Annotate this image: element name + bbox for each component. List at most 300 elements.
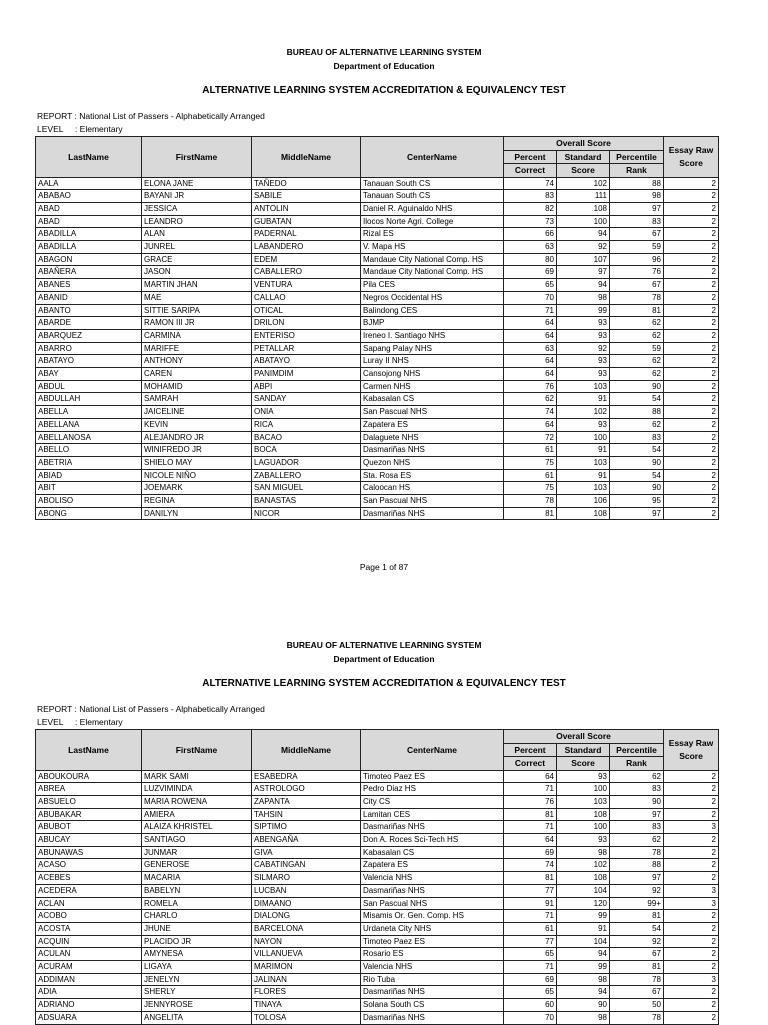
- cell-essay-score: 2: [664, 431, 719, 444]
- cell-essay-score: 2: [664, 266, 719, 279]
- cell-percentile-rank: 62: [610, 317, 664, 330]
- cell-lastname: ABELLO: [36, 444, 142, 457]
- table-row: [36, 253, 719, 266]
- cell-firstname: BABELYN: [142, 884, 252, 897]
- cell-lastname: ADSUARA: [36, 1011, 142, 1024]
- cell-firstname: SITTIE SARIPA: [142, 304, 252, 317]
- cell-lastname: ABAD: [36, 215, 142, 228]
- cell-essay-score: 2: [664, 342, 719, 355]
- cell-essay-score: 2: [664, 910, 719, 923]
- cell-essay-score: 2: [664, 304, 719, 317]
- cell-percent-correct: 74: [504, 406, 557, 419]
- cell-lastname: ABARDE: [36, 317, 142, 330]
- cell-percentile-rank: 88: [610, 859, 664, 872]
- cell-firstname: SAMRAH: [142, 393, 252, 406]
- cell-essay-score: 2: [664, 999, 719, 1012]
- cell-lastname: ABELLA: [36, 406, 142, 419]
- cell-centername: V. Mapa HS: [361, 241, 504, 254]
- cell-percent-correct: 83: [504, 190, 557, 203]
- cell-lastname: ACEBES: [36, 872, 142, 885]
- cell-percent-correct: 69: [504, 973, 557, 986]
- table-row: [36, 418, 719, 431]
- cell-percent-correct: 69: [504, 846, 557, 859]
- cell-middlename: SANDAY: [252, 393, 361, 406]
- cell-percent-correct: 61: [504, 469, 557, 482]
- cell-percentile-rank: 81: [610, 961, 664, 974]
- cell-centername: Dalaguete NHS: [361, 431, 504, 444]
- cell-firstname: NICOLE NIÑO: [142, 469, 252, 482]
- cell-centername: Dasmariñas NHS: [361, 444, 504, 457]
- cell-standard-score: 106: [557, 495, 610, 508]
- cell-percent-correct: 75: [504, 482, 557, 495]
- level-label: LEVEL : Elementary: [37, 124, 123, 134]
- bureau-heading: BUREAU OF ALTERNATIVE LEARNING SYSTEM: [286, 640, 482, 650]
- cell-middlename: ANTOLIN: [252, 202, 361, 215]
- cell-essay-score: 2: [664, 795, 719, 808]
- table-row: [36, 241, 719, 254]
- cell-essay-score: 2: [664, 834, 719, 847]
- cell-centername: Luray II NHS: [361, 355, 504, 368]
- report-title: ALTERNATIVE LEARNING SYSTEM ACCREDITATION & EQUIVALENCY TEST: [202, 85, 566, 96]
- cell-essay-score: 2: [664, 317, 719, 330]
- col-lastname: LastName: [36, 730, 142, 771]
- cell-centername: Carmen NHS: [361, 380, 504, 393]
- cell-firstname: RAMON III JR: [142, 317, 252, 330]
- cell-middlename: RICA: [252, 418, 361, 431]
- table-row: [36, 808, 719, 821]
- cell-centername: Timoteo Paez ES: [361, 770, 504, 783]
- cell-standard-score: 120: [557, 897, 610, 910]
- cell-percent-correct: 71: [504, 783, 557, 796]
- cell-standard-score: 93: [557, 834, 610, 847]
- cell-standard-score: 94: [557, 986, 610, 999]
- cell-lastname: ABUBOT: [36, 821, 142, 834]
- cell-essay-score: 2: [664, 1011, 719, 1024]
- cell-firstname: ALEJANDRO JR: [142, 431, 252, 444]
- table-row: [36, 393, 719, 406]
- cell-lastname: ABADILLA: [36, 228, 142, 241]
- cell-lastname: ACOSTA: [36, 922, 142, 935]
- cell-percentile-rank: 96: [610, 253, 664, 266]
- table-row: [36, 872, 719, 885]
- cell-firstname: CAREN: [142, 368, 252, 381]
- cell-firstname: REGINA: [142, 495, 252, 508]
- cell-essay-score: 2: [664, 355, 719, 368]
- cell-centername: Rio Tuba: [361, 973, 504, 986]
- cell-centername: Quezon NHS: [361, 456, 504, 469]
- report-title: ALTERNATIVE LEARNING SYSTEM ACCREDITATION & EQUIVALENCY TEST: [202, 678, 566, 689]
- cell-standard-score: 103: [557, 482, 610, 495]
- cell-firstname: AMYNESA: [142, 948, 252, 961]
- cell-standard-score: 98: [557, 973, 610, 986]
- cell-lastname: ADIA: [36, 986, 142, 999]
- cell-middlename: PANIMDIM: [252, 368, 361, 381]
- cell-percentile-rank: 62: [610, 770, 664, 783]
- cell-standard-score: 100: [557, 783, 610, 796]
- cell-centername: Valencia NHS: [361, 961, 504, 974]
- cell-standard-score: 108: [557, 507, 610, 520]
- cell-middlename: ZAPANTA: [252, 795, 361, 808]
- cell-firstname: JHUNE: [142, 922, 252, 935]
- cell-firstname: LUZVIMINDA: [142, 783, 252, 796]
- cell-middlename: PETALLAR: [252, 342, 361, 355]
- table-row: [36, 406, 719, 419]
- table-row: [36, 783, 719, 796]
- cell-percentile-rank: 97: [610, 872, 664, 885]
- cell-centername: Rosario ES: [361, 948, 504, 961]
- cell-lastname: ABUCAY: [36, 834, 142, 847]
- cell-lastname: ACQUIN: [36, 935, 142, 948]
- cell-percentile-rank: 67: [610, 228, 664, 241]
- cell-standard-score: 92: [557, 241, 610, 254]
- table-row: [36, 948, 719, 961]
- table-row: [36, 202, 719, 215]
- cell-middlename: GIVA: [252, 846, 361, 859]
- col-firstname: FirstName: [142, 730, 252, 771]
- cell-centername: Timoteo Paez ES: [361, 935, 504, 948]
- cell-firstname: JOEMARK: [142, 482, 252, 495]
- table-row: [36, 910, 719, 923]
- cell-standard-score: 94: [557, 228, 610, 241]
- cell-percent-correct: 71: [504, 910, 557, 923]
- cell-lastname: ABSUELO: [36, 795, 142, 808]
- cell-centername: Cansojong NHS: [361, 368, 504, 381]
- cell-standard-score: 100: [557, 821, 610, 834]
- passers-table: LastName FirstName MiddleName CenterName Overall Score Essay Raw Score Percent Standard Percentile Correct Score Rank AALA ELONA JANE TAÑEDO Tanauan South CS 74 102 88 2 ABABAO BAYANI JR SABILE Tanauan South CS 83 111 98 2 ABAD JESSICA ANTOLIN Daniel R. Aguinaldo NHS 82 108 97 2 ABAD LEANDRO GUBATAN Ilocos Norte Agri. College 73 100 83 2 ABADILLA ALAN PADERNAL Rizal ES 66 94 67 2 ABADILLA JUNREL LABANDERO V. Mapa HS 63 92 59 2 ABAGON GRACE EDEM Mandaue City National Comp. HS 80 107 96 2 ABAÑERA JASON CABALLERO Mandaue City National Comp. HS 69 97 76 2 ABANES MARTIN JHAN VENTURA Pila CES 65 94 67 2 ABANID MAE CALLAO Negros Occidental HS 70 98 78 2 ABANTO SITTIE SARIPA OTICAL Balindong CES 71 99 81 2 ABARDE RAMON III JR DRILON BJMP 64 93 62 2 ABARQUEZ CARMINA ENTERISO Ireneo I. Santiago NHS 64 93 62 2 ABARRO MARIFFE PETALLAR Sapang Palay NHS 63 92 59 2 ABATAYO ANTHONY ABATAYO Luray II NHS 64 93 62 2 ABAY CAREN PANIMDIM Cansojong NHS 64 93 62 2 ABDUL MOHAMID ABPI Carmen NHS 76 103 90 2 ABDULLAH SAMRAH SANDAY Kabasalan CS 62 91 54 2 ABELLA JAICELINE ONIA San Pascual NHS 74 102 88 2 ABELLANA KEVIN RICA Zapatera ES 64 93 62 2 ABELLANOSA ALEJANDRO JR BACAO Dalaguete NHS 72 100 83 2 ABELLO WINIFREDO JR BOCA Dasmariñas NHS 61 91 54 2 ABETRIA SHIELO MAY LAGUADOR Quezon NHS 75 103 90 2 ABIAD NICOLE NIÑO ZABALLERO Sta. Rosa ES 61 91 54 2 ABIT JOEMARK SAN MIGUEL Caloocan HS 75 103 90 2 ABOLISO REGINA BANASTAS San Pascual NHS 78 106 95 2 ABONG DANILYN NICOR Dasmariñas NHS 81 108 97 2: [35, 136, 719, 520]
- cell-standard-score: 102: [557, 406, 610, 419]
- col-centername: CenterName: [361, 730, 504, 771]
- cell-lastname: ADRIANO: [36, 999, 142, 1012]
- cell-essay-score: 3: [664, 973, 719, 986]
- cell-firstname: JENELYN: [142, 973, 252, 986]
- cell-centername: Rizal ES: [361, 228, 504, 241]
- cell-firstname: SHERLY: [142, 986, 252, 999]
- cell-middlename: ZABALLERO: [252, 469, 361, 482]
- cell-centername: Tanauan South CS: [361, 190, 504, 203]
- cell-standard-score: 104: [557, 935, 610, 948]
- cell-middlename: CABALLERO: [252, 266, 361, 279]
- cell-standard-score: 93: [557, 355, 610, 368]
- cell-lastname: ABUNAWAS: [36, 846, 142, 859]
- cell-middlename: ABATAYO: [252, 355, 361, 368]
- cell-essay-score: 2: [664, 770, 719, 783]
- cell-percentile-rank: 97: [610, 808, 664, 821]
- cell-percent-correct: 62: [504, 393, 557, 406]
- cell-lastname: ABAY: [36, 368, 142, 381]
- cell-percentile-rank: 92: [610, 884, 664, 897]
- cell-firstname: LIGAYA: [142, 961, 252, 974]
- table-row: [36, 355, 719, 368]
- cell-standard-score: 94: [557, 279, 610, 292]
- cell-firstname: WINIFREDO JR: [142, 444, 252, 457]
- col-firstname: FirstName: [142, 137, 252, 178]
- cell-centername: Solana South CS: [361, 999, 504, 1012]
- cell-lastname: ACULAN: [36, 948, 142, 961]
- cell-standard-score: 104: [557, 884, 610, 897]
- table-row: [36, 999, 719, 1012]
- col-standard-score: Standard: [557, 743, 610, 757]
- cell-essay-score: 3: [664, 884, 719, 897]
- cell-centername: San Pascual NHS: [361, 406, 504, 419]
- cell-percent-correct: 61: [504, 922, 557, 935]
- cell-middlename: GUBATAN: [252, 215, 361, 228]
- cell-percent-correct: 76: [504, 380, 557, 393]
- cell-firstname: ALAIZA KHRISTEL: [142, 821, 252, 834]
- cell-percent-correct: 71: [504, 304, 557, 317]
- cell-standard-score: 111: [557, 190, 610, 203]
- cell-firstname: JESSICA: [142, 202, 252, 215]
- cell-percentile-rank: 78: [610, 1011, 664, 1024]
- cell-lastname: AALA: [36, 177, 142, 190]
- cell-firstname: KEVIN: [142, 418, 252, 431]
- cell-percent-correct: 61: [504, 444, 557, 457]
- cell-lastname: ACEDERA: [36, 884, 142, 897]
- cell-percentile-rank: 90: [610, 380, 664, 393]
- cell-essay-score: 2: [664, 279, 719, 292]
- cell-standard-score: 93: [557, 770, 610, 783]
- cell-standard-score: 98: [557, 846, 610, 859]
- cell-firstname: JENNYROSE: [142, 999, 252, 1012]
- cell-centername: Ilocos Norte Agri. College: [361, 215, 504, 228]
- cell-essay-score: 2: [664, 418, 719, 431]
- cell-middlename: CALLAO: [252, 291, 361, 304]
- cell-standard-score: 97: [557, 266, 610, 279]
- cell-middlename: BACAO: [252, 431, 361, 444]
- cell-lastname: ABOUKOURA: [36, 770, 142, 783]
- cell-percentile-rank: 62: [610, 418, 664, 431]
- cell-firstname: CHARLO: [142, 910, 252, 923]
- cell-centername: Ireneo I. Santiago NHS: [361, 329, 504, 342]
- cell-middlename: LUCBAN: [252, 884, 361, 897]
- cell-standard-score: 94: [557, 948, 610, 961]
- table-row: [36, 846, 719, 859]
- cell-standard-score: 93: [557, 329, 610, 342]
- cell-essay-score: 2: [664, 986, 719, 999]
- cell-lastname: ABDUL: [36, 380, 142, 393]
- cell-essay-score: 2: [664, 922, 719, 935]
- cell-standard-score: 107: [557, 253, 610, 266]
- cell-firstname: MARK SAMI: [142, 770, 252, 783]
- cell-percentile-rank: 81: [610, 910, 664, 923]
- cell-centername: Zapatera ES: [361, 859, 504, 872]
- cell-percent-correct: 63: [504, 241, 557, 254]
- cell-percentile-rank: 62: [610, 355, 664, 368]
- cell-percentile-rank: 99+: [610, 897, 664, 910]
- cell-percent-correct: 74: [504, 859, 557, 872]
- cell-lastname: ABETRIA: [36, 456, 142, 469]
- cell-standard-score: 93: [557, 418, 610, 431]
- cell-middlename: DRILON: [252, 317, 361, 330]
- cell-percentile-rank: 88: [610, 177, 664, 190]
- cell-percentile-rank: 62: [610, 329, 664, 342]
- cell-standard-score: 99: [557, 910, 610, 923]
- cell-centername: Don A. Roces Sci-Tech HS: [361, 834, 504, 847]
- cell-percent-correct: 64: [504, 834, 557, 847]
- cell-percent-correct: 64: [504, 368, 557, 381]
- cell-percent-correct: 76: [504, 795, 557, 808]
- cell-centername: San Pascual NHS: [361, 495, 504, 508]
- cell-essay-score: 2: [664, 329, 719, 342]
- cell-essay-score: 2: [664, 190, 719, 203]
- cell-middlename: VILLANUEVA: [252, 948, 361, 961]
- cell-centername: Daniel R. Aguinaldo NHS: [361, 202, 504, 215]
- cell-standard-score: 91: [557, 469, 610, 482]
- cell-middlename: SAN MIGUEL: [252, 482, 361, 495]
- table-row: [36, 456, 719, 469]
- cell-firstname: CARMINA: [142, 329, 252, 342]
- cell-percentile-rank: 62: [610, 368, 664, 381]
- table-row: [36, 469, 719, 482]
- cell-firstname: MARTIN JHAN: [142, 279, 252, 292]
- cell-essay-score: 2: [664, 808, 719, 821]
- cell-centername: Caloocan HS: [361, 482, 504, 495]
- cell-percentile-rank: 54: [610, 469, 664, 482]
- cell-middlename: SILMARO: [252, 872, 361, 885]
- table-row: [36, 935, 719, 948]
- cell-percent-correct: 64: [504, 317, 557, 330]
- cell-percent-correct: 65: [504, 948, 557, 961]
- cell-essay-score: 3: [664, 897, 719, 910]
- cell-percent-correct: 65: [504, 986, 557, 999]
- cell-percent-correct: 64: [504, 355, 557, 368]
- cell-essay-score: 2: [664, 846, 719, 859]
- cell-middlename: NAYON: [252, 935, 361, 948]
- cell-percent-correct: 64: [504, 418, 557, 431]
- cell-standard-score: 99: [557, 961, 610, 974]
- table-row: [36, 228, 719, 241]
- cell-percent-correct: 65: [504, 279, 557, 292]
- table-row: [36, 507, 719, 520]
- cell-essay-score: 2: [664, 872, 719, 885]
- level-label: LEVEL : Elementary: [37, 717, 123, 727]
- cell-percent-correct: 60: [504, 999, 557, 1012]
- cell-firstname: SANTIAGO: [142, 834, 252, 847]
- cell-centername: Dasmariñas NHS: [361, 986, 504, 999]
- cell-percent-correct: 78: [504, 495, 557, 508]
- cell-firstname: ROMELA: [142, 897, 252, 910]
- col-overall-score: Overall Score: [504, 730, 664, 744]
- cell-essay-score: 2: [664, 380, 719, 393]
- cell-lastname: ABARRO: [36, 342, 142, 355]
- cell-standard-score: 100: [557, 215, 610, 228]
- cell-centername: Kabasalan CS: [361, 846, 504, 859]
- table-row: [36, 304, 719, 317]
- cell-standard-score: 108: [557, 872, 610, 885]
- cell-percentile-rank: 90: [610, 456, 664, 469]
- col-percent-correct: Percent: [504, 743, 557, 757]
- table-row: [36, 1011, 719, 1024]
- cell-standard-score: 91: [557, 393, 610, 406]
- cell-lastname: ABAGON: [36, 253, 142, 266]
- cell-lastname: ACOBO: [36, 910, 142, 923]
- cell-centername: Dasmariñas NHS: [361, 1011, 504, 1024]
- cell-essay-score: 2: [664, 228, 719, 241]
- cell-percentile-rank: 59: [610, 241, 664, 254]
- passers-table: LastName FirstName MiddleName CenterName Overall Score Essay Raw Score Percent Standard Percentile Correct Score Rank ABOUKOURA MARK SAMI ESABEDRA Timoteo Paez ES 64 93 62 2 ABREA LUZVIMINDA ASTROLOGO Pedro Diaz HS 71 100 83 2 ABSUELO MARIA ROWENA ZAPANTA City CS 76 103 90 2 ABUBAKAR AMIERA TAHSIN Lamitan CES 81 108 97 2 ABUBOT ALAIZA KHRISTEL SIPTIMO Dasmariñas NHS 71 100 83 3 ABUCAY SANTIAGO ABENGAÑA Don A. Roces Sci-Tech HS 64 93 62 2 ABUNAWAS JUNMAR GIVA Kabasalan CS 69 98 78 2 ACASO GENEROSE CABATINGAN Zapatera ES 74 102 88 2 ACEBES MACARIA SILMARO Valencia NHS 81 108 97 2 ACEDERA BABELYN LUCBAN Dasmariñas NHS 77 104 92 3 ACLAN ROMELA DIMAANO San Pascual NHS 91 120 99+ 3 ACOBO CHARLO DIALONG Misamis Or. Gen. Comp. HS 71 99 81 2 ACOSTA JHUNE BARCELONA Urdaneta City NHS 61 91 54 2 ACQUIN PLACIDO JR NAYON Timoteo Paez ES 77 104 92 2 ACULAN AMYNESA VILLANUEVA Rosario ES 65 94 67 2 ACURAM LIGAYA MARIMON Valencia NHS 71 99 81 2 ADDIMAN JENELYN JALINAN Rio Tuba 69 98 78 3 ADIA SHERLY FLORES Dasmariñas NHS 65 94 67 2 ADRIANO JENNYROSE TINAYA Solana South CS 60 90 50 2 ADSUARA ANGELITA TOLOSA Dasmariñas NHS 70 98 78 2: [35, 729, 719, 1025]
- cell-standard-score: 91: [557, 922, 610, 935]
- cell-percent-correct: 64: [504, 329, 557, 342]
- col-standard-score: Standard: [557, 150, 610, 164]
- cell-firstname: MAE: [142, 291, 252, 304]
- cell-lastname: ABONG: [36, 507, 142, 520]
- cell-centername: Urdaneta City NHS: [361, 922, 504, 935]
- col-lastname: LastName: [36, 137, 142, 178]
- cell-lastname: ABDULLAH: [36, 393, 142, 406]
- table-row: [36, 922, 719, 935]
- cell-middlename: TAÑEDO: [252, 177, 361, 190]
- cell-percent-correct: 70: [504, 291, 557, 304]
- cell-centername: Balindong CES: [361, 304, 504, 317]
- table-row: [36, 342, 719, 355]
- cell-middlename: ESABEDRA: [252, 770, 361, 783]
- table-row: [36, 961, 719, 974]
- cell-percent-correct: 71: [504, 821, 557, 834]
- cell-middlename: OTICAL: [252, 304, 361, 317]
- cell-firstname: GRACE: [142, 253, 252, 266]
- cell-standard-score: 103: [557, 456, 610, 469]
- cell-lastname: ABAD: [36, 202, 142, 215]
- table-row: [36, 795, 719, 808]
- cell-percent-correct: 77: [504, 935, 557, 948]
- cell-essay-score: 2: [664, 469, 719, 482]
- cell-lastname: ABANID: [36, 291, 142, 304]
- cell-standard-score: 102: [557, 177, 610, 190]
- cell-lastname: ABADILLA: [36, 241, 142, 254]
- cell-centername: Mandaue City National Comp. HS: [361, 266, 504, 279]
- cell-lastname: ABOLISO: [36, 495, 142, 508]
- cell-firstname: DANILYN: [142, 507, 252, 520]
- table-row: [36, 834, 719, 847]
- cell-standard-score: 103: [557, 380, 610, 393]
- cell-percent-correct: 73: [504, 215, 557, 228]
- col-middlename: MiddleName: [252, 730, 361, 771]
- table-row: [36, 897, 719, 910]
- cell-percentile-rank: 67: [610, 279, 664, 292]
- cell-percent-correct: 70: [504, 1011, 557, 1024]
- table-row: [36, 368, 719, 381]
- cell-essay-score: 2: [664, 241, 719, 254]
- cell-lastname: ACURAM: [36, 961, 142, 974]
- cell-centername: Dasmariñas NHS: [361, 821, 504, 834]
- cell-middlename: ABENGAÑA: [252, 834, 361, 847]
- cell-standard-score: 108: [557, 202, 610, 215]
- table-row: [36, 884, 719, 897]
- cell-middlename: SIPTIMO: [252, 821, 361, 834]
- cell-firstname: MARIFFE: [142, 342, 252, 355]
- cell-essay-score: 2: [664, 507, 719, 520]
- cell-essay-score: 2: [664, 291, 719, 304]
- cell-middlename: ONIA: [252, 406, 361, 419]
- col-percentile-rank: Percentile: [610, 743, 664, 757]
- cell-percent-correct: 80: [504, 253, 557, 266]
- cell-percent-correct: 71: [504, 961, 557, 974]
- cell-standard-score: 91: [557, 444, 610, 457]
- cell-middlename: LABANDERO: [252, 241, 361, 254]
- table-row: [36, 279, 719, 292]
- cell-percent-correct: 82: [504, 202, 557, 215]
- cell-middlename: ASTROLOGO: [252, 783, 361, 796]
- cell-percentile-rank: 54: [610, 444, 664, 457]
- table-body: [36, 177, 719, 520]
- cell-centername: Sapang Palay NHS: [361, 342, 504, 355]
- cell-firstname: LEANDRO: [142, 215, 252, 228]
- cell-centername: Sta. Rosa ES: [361, 469, 504, 482]
- cell-percent-correct: 66: [504, 228, 557, 241]
- cell-middlename: BARCELONA: [252, 922, 361, 935]
- cell-percentile-rank: 76: [610, 266, 664, 279]
- cell-essay-score: 2: [664, 253, 719, 266]
- col-percent-correct: Percent: [504, 150, 557, 164]
